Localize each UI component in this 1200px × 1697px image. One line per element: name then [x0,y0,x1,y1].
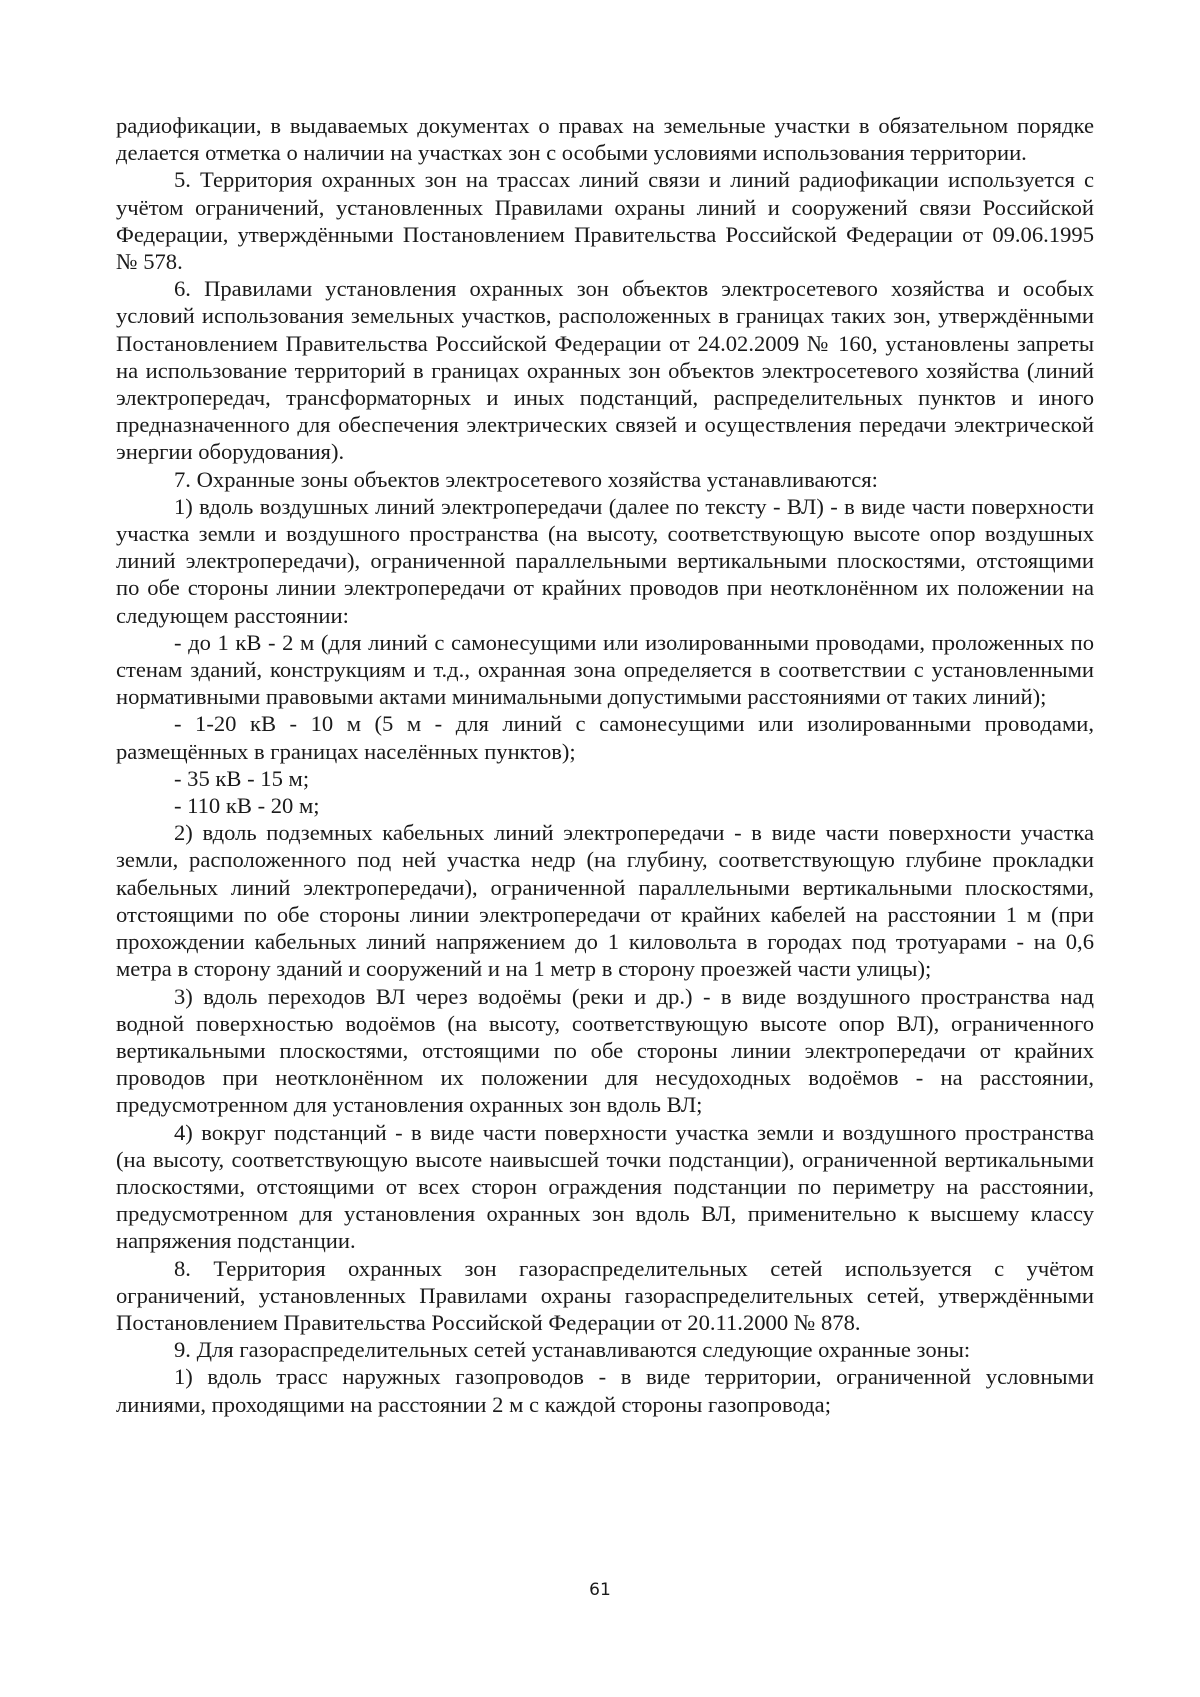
list-item-35kv: - 35 кВ - 15 м; [174,765,310,791]
paragraph-9: 9. Для газораспределительных сетей устанавливаются следующие охранные зоны: [174,1337,971,1363]
paragraph-8: 8. Территория охранных зон газораспределительных сетей используется с учётом ограничений, установленных Правилами охраны газораспределительных сетей, утверждёнными Постановлением Правительства Российской Федерации от 20.11.2000 № 878. [116,1255,1094,1335]
document-body [116,112,1094,1418]
page-number: 61 [589,1580,611,1600]
paragraph-6: 6. Правилами установления охранных зон объектов электросетевого хозяйства и особых условий использования земельных участков, расположенных в границах таких зон, утверждёнными Постановлением Правительства Российской Федерации от 24.02.2009 № 160, установлены запреты на использование территорий в границах охранных зон объектов электросетевого хозяйства (линий электропередач, трансформаторных и иных подстанций, распределительных пунктов и иного предназначенного для обеспечения электрических связей и осуществления передачи электрической энергии оборудования). [116,276,1094,465]
paragraph-7: 7. Охранные зоны объектов электросетевого хозяйства устанавливаются: [174,466,878,492]
list-item-110kv: - 110 кВ - 20 м; [174,793,320,819]
paragraph-9-1: 1) вдоль трасс наружных газопроводов - в виде территории, ограниченной условными линиями, проходящими на расстоянии 2 м с каждой стороны газопровода; [116,1364,1094,1417]
paragraph-7-2: 2) вдоль подземных кабельных линий электропередачи - в виде части поверхности участка земли, расположенного под ней участка недр (на глубину, соответствующую глубине прокладки кабельных линий электропередачи), ограниченной параллельными вертикальными плоскостями, отстоящими по обе стороны линии электропередачи от крайних кабелей на расстоянии 1 м (при прохождении кабельных линий напряжением до 1 киловольта в городах под тротуарами - на 0,6 метра в сторону зданий и сооружений и на 1 метр в сторону проезжей части улицы); [116,820,1094,982]
list-item-1kv: - до 1 кВ - 2 м (для линий с самонесущими или изолированными проводами, проложенных по стенам зданий, конструкциям и т.д., охранная зона определяется в соответствии с установленными нормативными правовыми актами минимальными допустимыми расстояниями от таких линий); [116,629,1094,710]
paragraph-7-3: 3) вдоль переходов ВЛ через водоёмы (реки и др.) - в виде воздушного пространства над водной поверхностью водоёмов (на высоту, соответствующую высоте опор ВЛ), ограниченного вертикальными плоскостями, отстоящими по обе стороны линии электропередачи от крайних проводов при неотклонённом их положении для несудоходных водоёмов - на расстоянии, предусмотренном для установления охранных зон вдоль ВЛ; [116,983,1094,1118]
paragraph-7-4: 4) вокруг подстанций - в виде части поверхности участка земли и воздушного пространства (на высоту, соответствующую высоте наивысшей точки подстанции), ограниченной вертикальными плоскостями, отстоящими от всех сторон ограждения подстанции по периметру на расстоянии, предусмотренном для установления охранных зон вдоль ВЛ, применительно к высшему классу напряжения подстанции. [116,1119,1094,1254]
paragraph-7-1: 1) вдоль воздушных линий электропередачи (далее по тексту - ВЛ) - в виде части поверхности участка земли и воздушного пространства (на высоту, соответствующую высоте опор воздушных линий электропередачи), ограниченной параллельными вертикальными плоскостями, отстоящими по обе стороны линии электропередачи от крайних проводов при неотклонённом их положении на следующем расстоянии: [116,493,1094,628]
paragraph-continuation: радиофикации, в выдаваемых документах о правах на земельные участки в обязательном порядке делается отметка о наличии на участках зон с особыми условиями использования территории. [116,113,1094,166]
list-item-1-20kv: - 1-20 кВ - 10 м (5 м - для линий с самонесущими или изолированными проводами, размещённых в границах населённых пунктов); [116,711,1094,764]
paragraph-5: 5. Территория охранных зон на трассах линий связи и линий радиофикации используется с учётом ограничений, установленных Правилами охраны линий и сооружений связи Российской Федерации, утверждёнными Постановлением Правительства Российской Федерации от 09.06.1995 № 578. [116,167,1094,275]
